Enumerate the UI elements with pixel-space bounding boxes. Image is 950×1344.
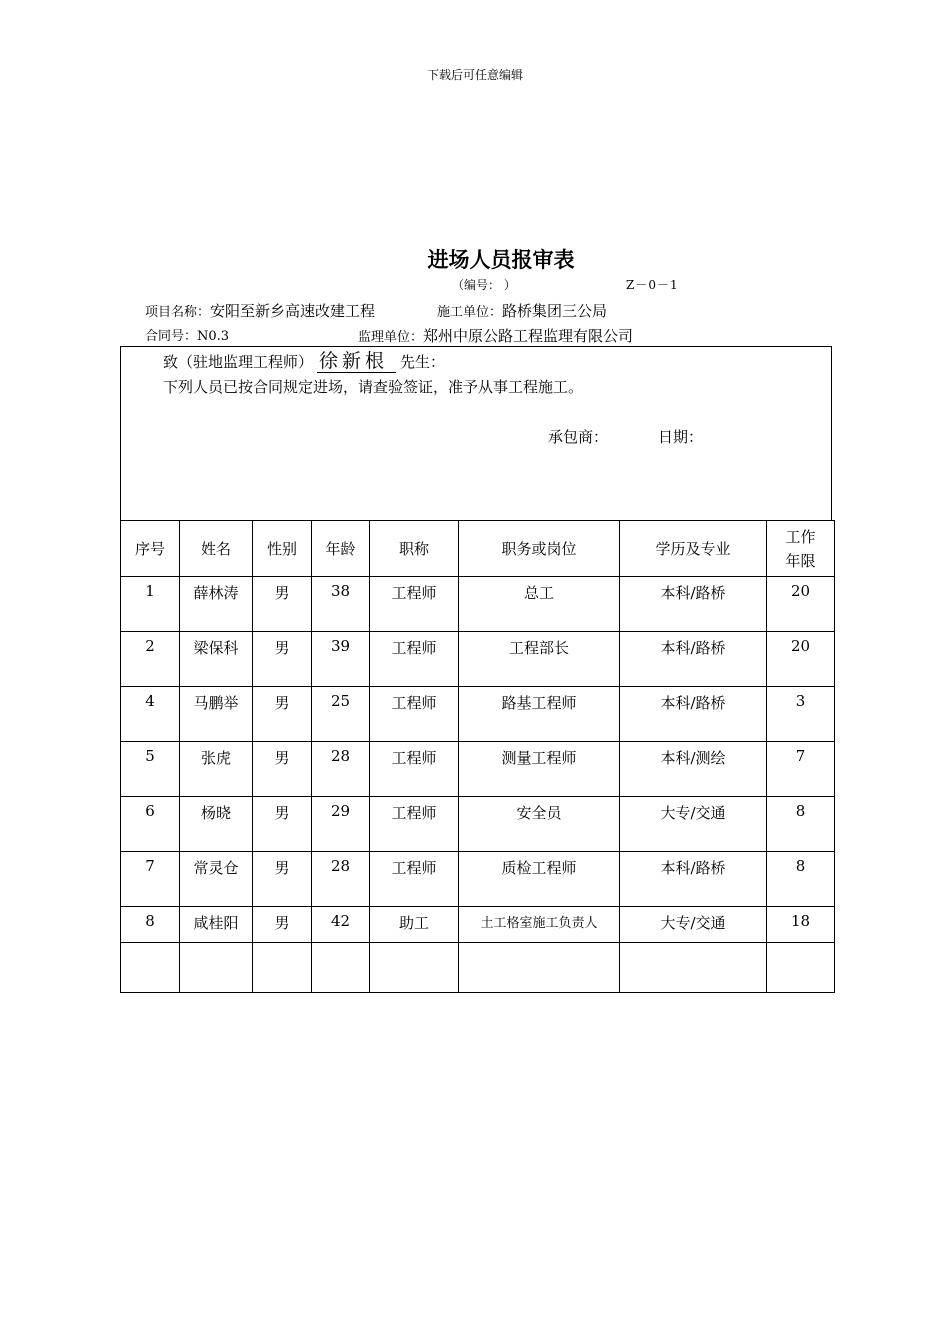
cell-seq: 4	[121, 687, 180, 742]
cell-work-years: 7	[767, 742, 835, 797]
cell-education: 大专/交通	[620, 797, 767, 852]
table-row	[121, 742, 835, 797]
empty-cell	[121, 943, 180, 993]
serial-number-label: （编号： ）	[452, 278, 516, 292]
cell-work-years: 20	[767, 632, 835, 687]
cell-age: 29	[312, 797, 370, 852]
empty-cell	[312, 943, 370, 993]
cell-title: 工程师	[370, 852, 459, 907]
supervision-unit-value: 郑州中原公路工程监理有限公司	[423, 327, 634, 345]
cell-name: 咸桂阳	[180, 907, 253, 943]
cell-name: 马鹏举	[180, 687, 253, 742]
cell-age: 42	[312, 907, 370, 943]
cell-position: 质检工程师	[459, 852, 620, 907]
cell-name: 梁保科	[180, 632, 253, 687]
table-row	[121, 797, 835, 852]
cell-seq: 2	[121, 632, 180, 687]
table-row	[121, 577, 835, 632]
cell-position: 测量工程师	[459, 742, 620, 797]
cell-gender: 男	[253, 577, 312, 632]
empty-cell	[767, 943, 835, 993]
header-seq: 序号	[121, 521, 180, 577]
cell-name: 张虎	[180, 742, 253, 797]
cell-gender: 男	[253, 742, 312, 797]
cell-education: 本科/路桥	[620, 577, 767, 632]
cell-title: 工程师	[370, 632, 459, 687]
form-code: Z－0－1	[626, 278, 679, 292]
supervision-unit-label: 监理单位：	[358, 330, 424, 345]
cell-age: 25	[312, 687, 370, 742]
cell-seq: 7	[121, 852, 180, 907]
download-note: 下载后可任意编辑	[426, 68, 523, 82]
cell-education: 本科/测绘	[620, 742, 767, 797]
empty-cell	[620, 943, 767, 993]
table-row	[121, 687, 835, 742]
cell-position: 工程部长	[459, 632, 620, 687]
table-row	[121, 852, 835, 907]
cell-education: 本科/路桥	[620, 687, 767, 742]
cell-age: 28	[312, 742, 370, 797]
cell-gender: 男	[253, 687, 312, 742]
table-row	[121, 632, 835, 687]
project-name-label: 项目名称：	[145, 305, 211, 320]
table-row	[121, 907, 835, 943]
cell-name: 杨晓	[180, 797, 253, 852]
cell-gender: 男	[253, 852, 312, 907]
cell-position: 路基工程师	[459, 687, 620, 742]
header-position: 职务或岗位	[459, 521, 620, 577]
cell-gender: 男	[253, 797, 312, 852]
header-education: 学历及专业	[620, 521, 767, 577]
cell-gender: 男	[253, 907, 312, 943]
engineer-name: 徐新根	[317, 350, 396, 373]
cell-work-years: 8	[767, 797, 835, 852]
cell-education: 本科/路桥	[620, 632, 767, 687]
cell-seq: 5	[121, 742, 180, 797]
cell-title: 助工	[370, 907, 459, 943]
empty-cell	[459, 943, 620, 993]
cell-seq: 6	[121, 797, 180, 852]
salutation-line	[163, 350, 445, 373]
cell-title: 工程师	[370, 687, 459, 742]
cell-age: 39	[312, 632, 370, 687]
cell-work-years: 8	[767, 852, 835, 907]
construction-unit-row	[437, 300, 607, 321]
cell-title: 工程师	[370, 577, 459, 632]
salutation-suffix: 先生：	[400, 353, 446, 371]
empty-cell	[253, 943, 312, 993]
contract-value: N0.3	[197, 329, 230, 344]
empty-cell	[180, 943, 253, 993]
cell-name: 常灵仓	[180, 852, 253, 907]
cell-title: 工程师	[370, 742, 459, 797]
cell-education: 本科/路桥	[620, 852, 767, 907]
project-name-value: 安阳至新乡高速改建工程	[210, 302, 376, 320]
table-header-row	[121, 521, 835, 577]
contract-row	[145, 325, 229, 344]
project-name-row	[145, 300, 375, 321]
header-name: 姓名	[180, 521, 253, 577]
cell-work-years: 18	[767, 907, 835, 943]
cell-seq: 8	[121, 907, 180, 943]
header-gender: 性别	[253, 521, 312, 577]
contract-label: 合同号：	[145, 329, 198, 344]
cell-work-years: 20	[767, 577, 835, 632]
empty-cell	[370, 943, 459, 993]
table-row-empty	[121, 943, 835, 993]
construction-unit-label: 施工单位：	[437, 305, 503, 320]
cell-title: 工程师	[370, 797, 459, 852]
construction-unit-value: 路桥集团三公局	[502, 302, 608, 320]
form-title: 进场人员报审表	[427, 247, 575, 272]
cell-work-years: 3	[767, 687, 835, 742]
cell-age: 28	[312, 852, 370, 907]
cell-seq: 1	[121, 577, 180, 632]
header-age: 年龄	[312, 521, 370, 577]
cell-gender: 男	[253, 632, 312, 687]
personnel-table	[120, 520, 835, 993]
cell-name: 薛林涛	[180, 577, 253, 632]
cell-position: 安全员	[459, 797, 620, 852]
supervision-unit-row	[358, 325, 633, 346]
header-title: 职称	[370, 521, 459, 577]
letter-body: 下列人员已按合同规定进场，请查验签证，准予从事工程施工。	[163, 378, 584, 396]
header-work-years: 工作年限	[767, 521, 835, 577]
cell-age: 38	[312, 577, 370, 632]
contractor-label: 承包商：	[548, 428, 609, 446]
cell-position: 土工格室施工负责人	[459, 907, 620, 943]
cell-position: 总工	[459, 577, 620, 632]
date-label: 日期：	[658, 428, 704, 446]
cell-education: 大专/交通	[620, 907, 767, 943]
salutation-prefix: 致（驻地监理工程师）	[163, 353, 314, 371]
